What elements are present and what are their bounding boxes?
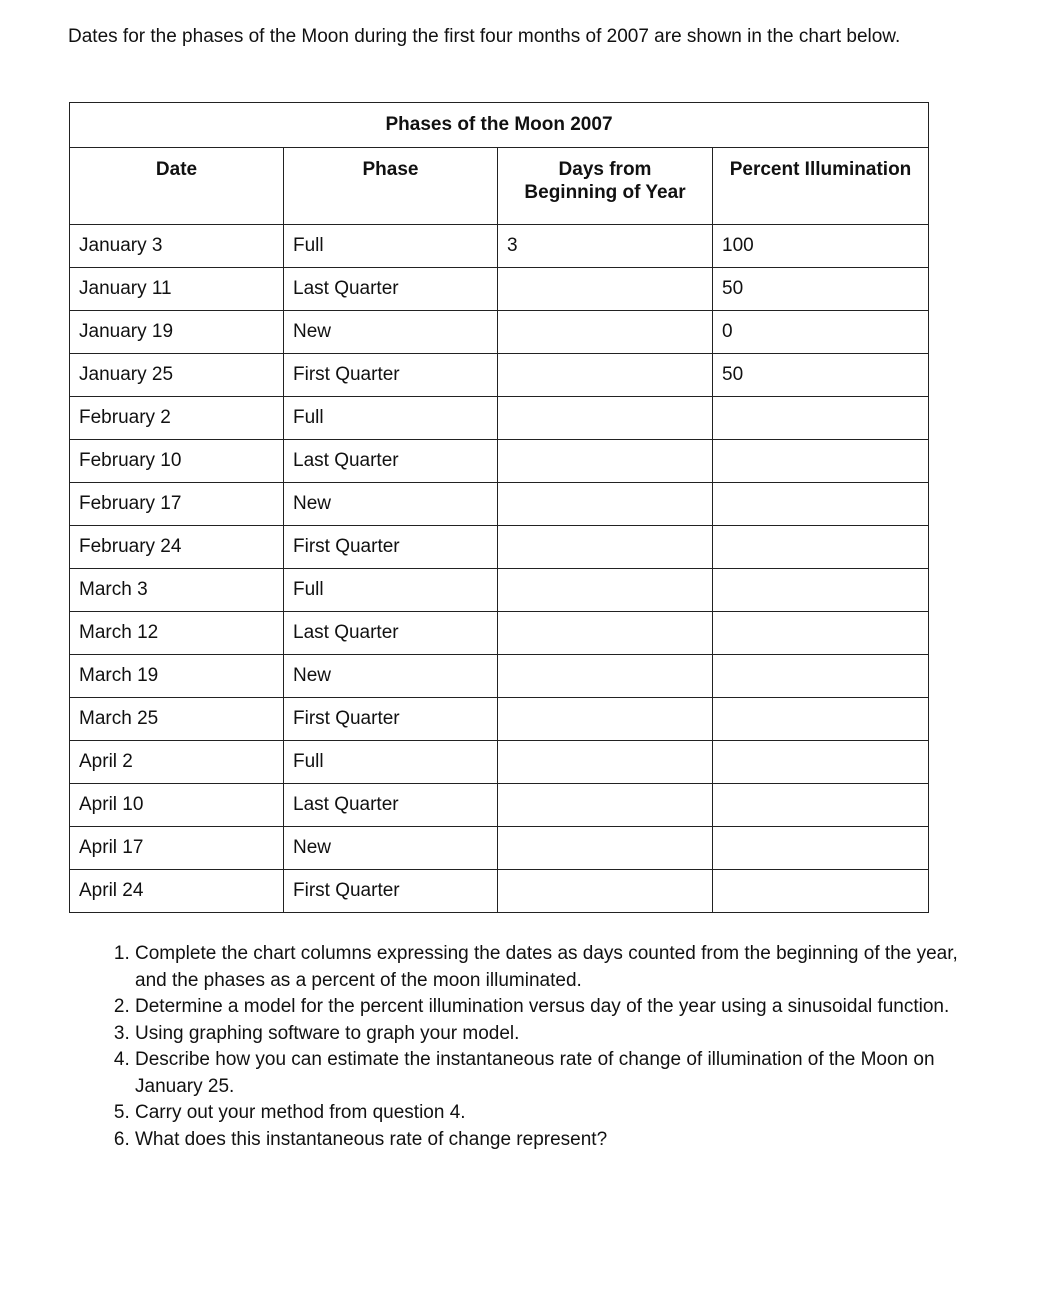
date-cell[interactable]: January 11 [70, 268, 284, 311]
table-row [70, 526, 929, 569]
percent-cell[interactable] [713, 397, 929, 440]
phase-cell[interactable]: First Quarter [284, 526, 498, 569]
table-row [70, 268, 929, 311]
phase-cell[interactable]: Full [284, 569, 498, 612]
table-row [70, 827, 929, 870]
percent-cell[interactable] [713, 870, 929, 913]
phase-cell[interactable]: Full [284, 225, 498, 268]
questions-list [100, 941, 965, 1153]
percent-cell[interactable] [713, 612, 929, 655]
percent-cell[interactable] [713, 655, 929, 698]
date-cell[interactable]: April 10 [70, 784, 284, 827]
days-cell[interactable] [498, 612, 713, 655]
percent-cell[interactable] [713, 741, 929, 784]
date-cell[interactable]: March 12 [70, 612, 284, 655]
percent-cell[interactable] [713, 827, 929, 870]
intro-paragraph: Dates for the phases of the Moon during the first four months of 2007 are shown in the chart below. [68, 26, 901, 47]
date-cell[interactable]: February 17 [70, 483, 284, 526]
table-row [70, 483, 929, 526]
date-cell[interactable]: February 24 [70, 526, 284, 569]
table-title: Phases of the Moon 2007 [70, 103, 929, 148]
days-cell[interactable] [498, 569, 713, 612]
header-days [498, 148, 713, 225]
percent-cell[interactable] [713, 440, 929, 483]
table-row [70, 440, 929, 483]
date-cell[interactable]: January 19 [70, 311, 284, 354]
header-days-line1: Days from [558, 159, 652, 180]
days-cell[interactable] [498, 354, 713, 397]
percent-cell[interactable]: 0 [713, 311, 929, 354]
date-cell[interactable]: April 24 [70, 870, 284, 913]
percent-cell[interactable]: 50 [713, 268, 929, 311]
phase-cell[interactable]: New [284, 311, 498, 354]
days-cell[interactable] [498, 311, 713, 354]
question-item: 5. Carry out your method from question 4. [135, 1100, 965, 1127]
table-row [70, 612, 929, 655]
table-body [70, 225, 929, 913]
date-cell[interactable]: April 2 [70, 741, 284, 784]
days-cell[interactable] [498, 741, 713, 784]
moon-phases-table [69, 102, 929, 913]
question-item: 3. Using graphing software to graph your model. [135, 1021, 965, 1048]
date-cell[interactable]: March 19 [70, 655, 284, 698]
question-item: 4. Describe how you can estimate the instantaneous rate of change of illumination of the Moon on January 25. [135, 1047, 965, 1100]
days-cell[interactable] [498, 483, 713, 526]
date-cell[interactable]: April 17 [70, 827, 284, 870]
days-cell[interactable] [498, 784, 713, 827]
table-row [70, 397, 929, 440]
phase-cell[interactable]: Last Quarter [284, 784, 498, 827]
percent-cell[interactable] [713, 526, 929, 569]
days-cell[interactable] [498, 655, 713, 698]
days-cell[interactable] [498, 827, 713, 870]
header-phase: Phase [284, 148, 498, 225]
percent-cell[interactable] [713, 483, 929, 526]
days-cell[interactable] [498, 440, 713, 483]
phase-cell[interactable]: Last Quarter [284, 268, 498, 311]
table-row [70, 655, 929, 698]
percent-cell[interactable] [713, 698, 929, 741]
days-cell[interactable] [498, 870, 713, 913]
table-row [70, 870, 929, 913]
date-cell[interactable]: January 3 [70, 225, 284, 268]
header-days-line2: Beginning of Year [524, 182, 686, 203]
question-item: 6. What does this instantaneous rate of change represent? [135, 1127, 965, 1154]
phase-cell[interactable]: Last Quarter [284, 440, 498, 483]
table-header-row [70, 148, 929, 225]
date-cell[interactable]: February 2 [70, 397, 284, 440]
date-cell[interactable]: March 25 [70, 698, 284, 741]
phase-cell[interactable]: New [284, 827, 498, 870]
question-item: 2. Determine a model for the percent illumination versus day of the year using a sinusoidal function. [135, 994, 965, 1021]
phase-cell[interactable]: First Quarter [284, 354, 498, 397]
table-row [70, 741, 929, 784]
phase-cell[interactable]: Full [284, 397, 498, 440]
phase-cell[interactable]: New [284, 655, 498, 698]
question-item: 1. Complete the chart columns expressing the dates as days counted from the beginning of the year, and the phases as a percent of the moon illuminated. [135, 941, 965, 994]
table-row [70, 225, 929, 268]
table-title-row [70, 103, 929, 148]
percent-cell[interactable] [713, 569, 929, 612]
table-row [70, 698, 929, 741]
days-cell[interactable] [498, 526, 713, 569]
header-percent: Percent Illumination [713, 148, 929, 225]
date-cell[interactable]: March 3 [70, 569, 284, 612]
date-cell[interactable]: February 10 [70, 440, 284, 483]
days-cell[interactable] [498, 397, 713, 440]
phase-cell[interactable]: First Quarter [284, 870, 498, 913]
table-row [70, 354, 929, 397]
date-cell[interactable]: January 25 [70, 354, 284, 397]
phase-cell[interactable]: Full [284, 741, 498, 784]
table-row [70, 311, 929, 354]
days-cell[interactable] [498, 698, 713, 741]
percent-cell[interactable] [713, 784, 929, 827]
table-row [70, 569, 929, 612]
days-cell[interactable]: 3 [498, 225, 713, 268]
phase-cell[interactable]: First Quarter [284, 698, 498, 741]
table-row [70, 784, 929, 827]
phase-cell[interactable]: Last Quarter [284, 612, 498, 655]
header-date: Date [70, 148, 284, 225]
percent-cell[interactable]: 50 [713, 354, 929, 397]
days-cell[interactable] [498, 268, 713, 311]
percent-cell[interactable]: 100 [713, 225, 929, 268]
phase-cell[interactable]: New [284, 483, 498, 526]
